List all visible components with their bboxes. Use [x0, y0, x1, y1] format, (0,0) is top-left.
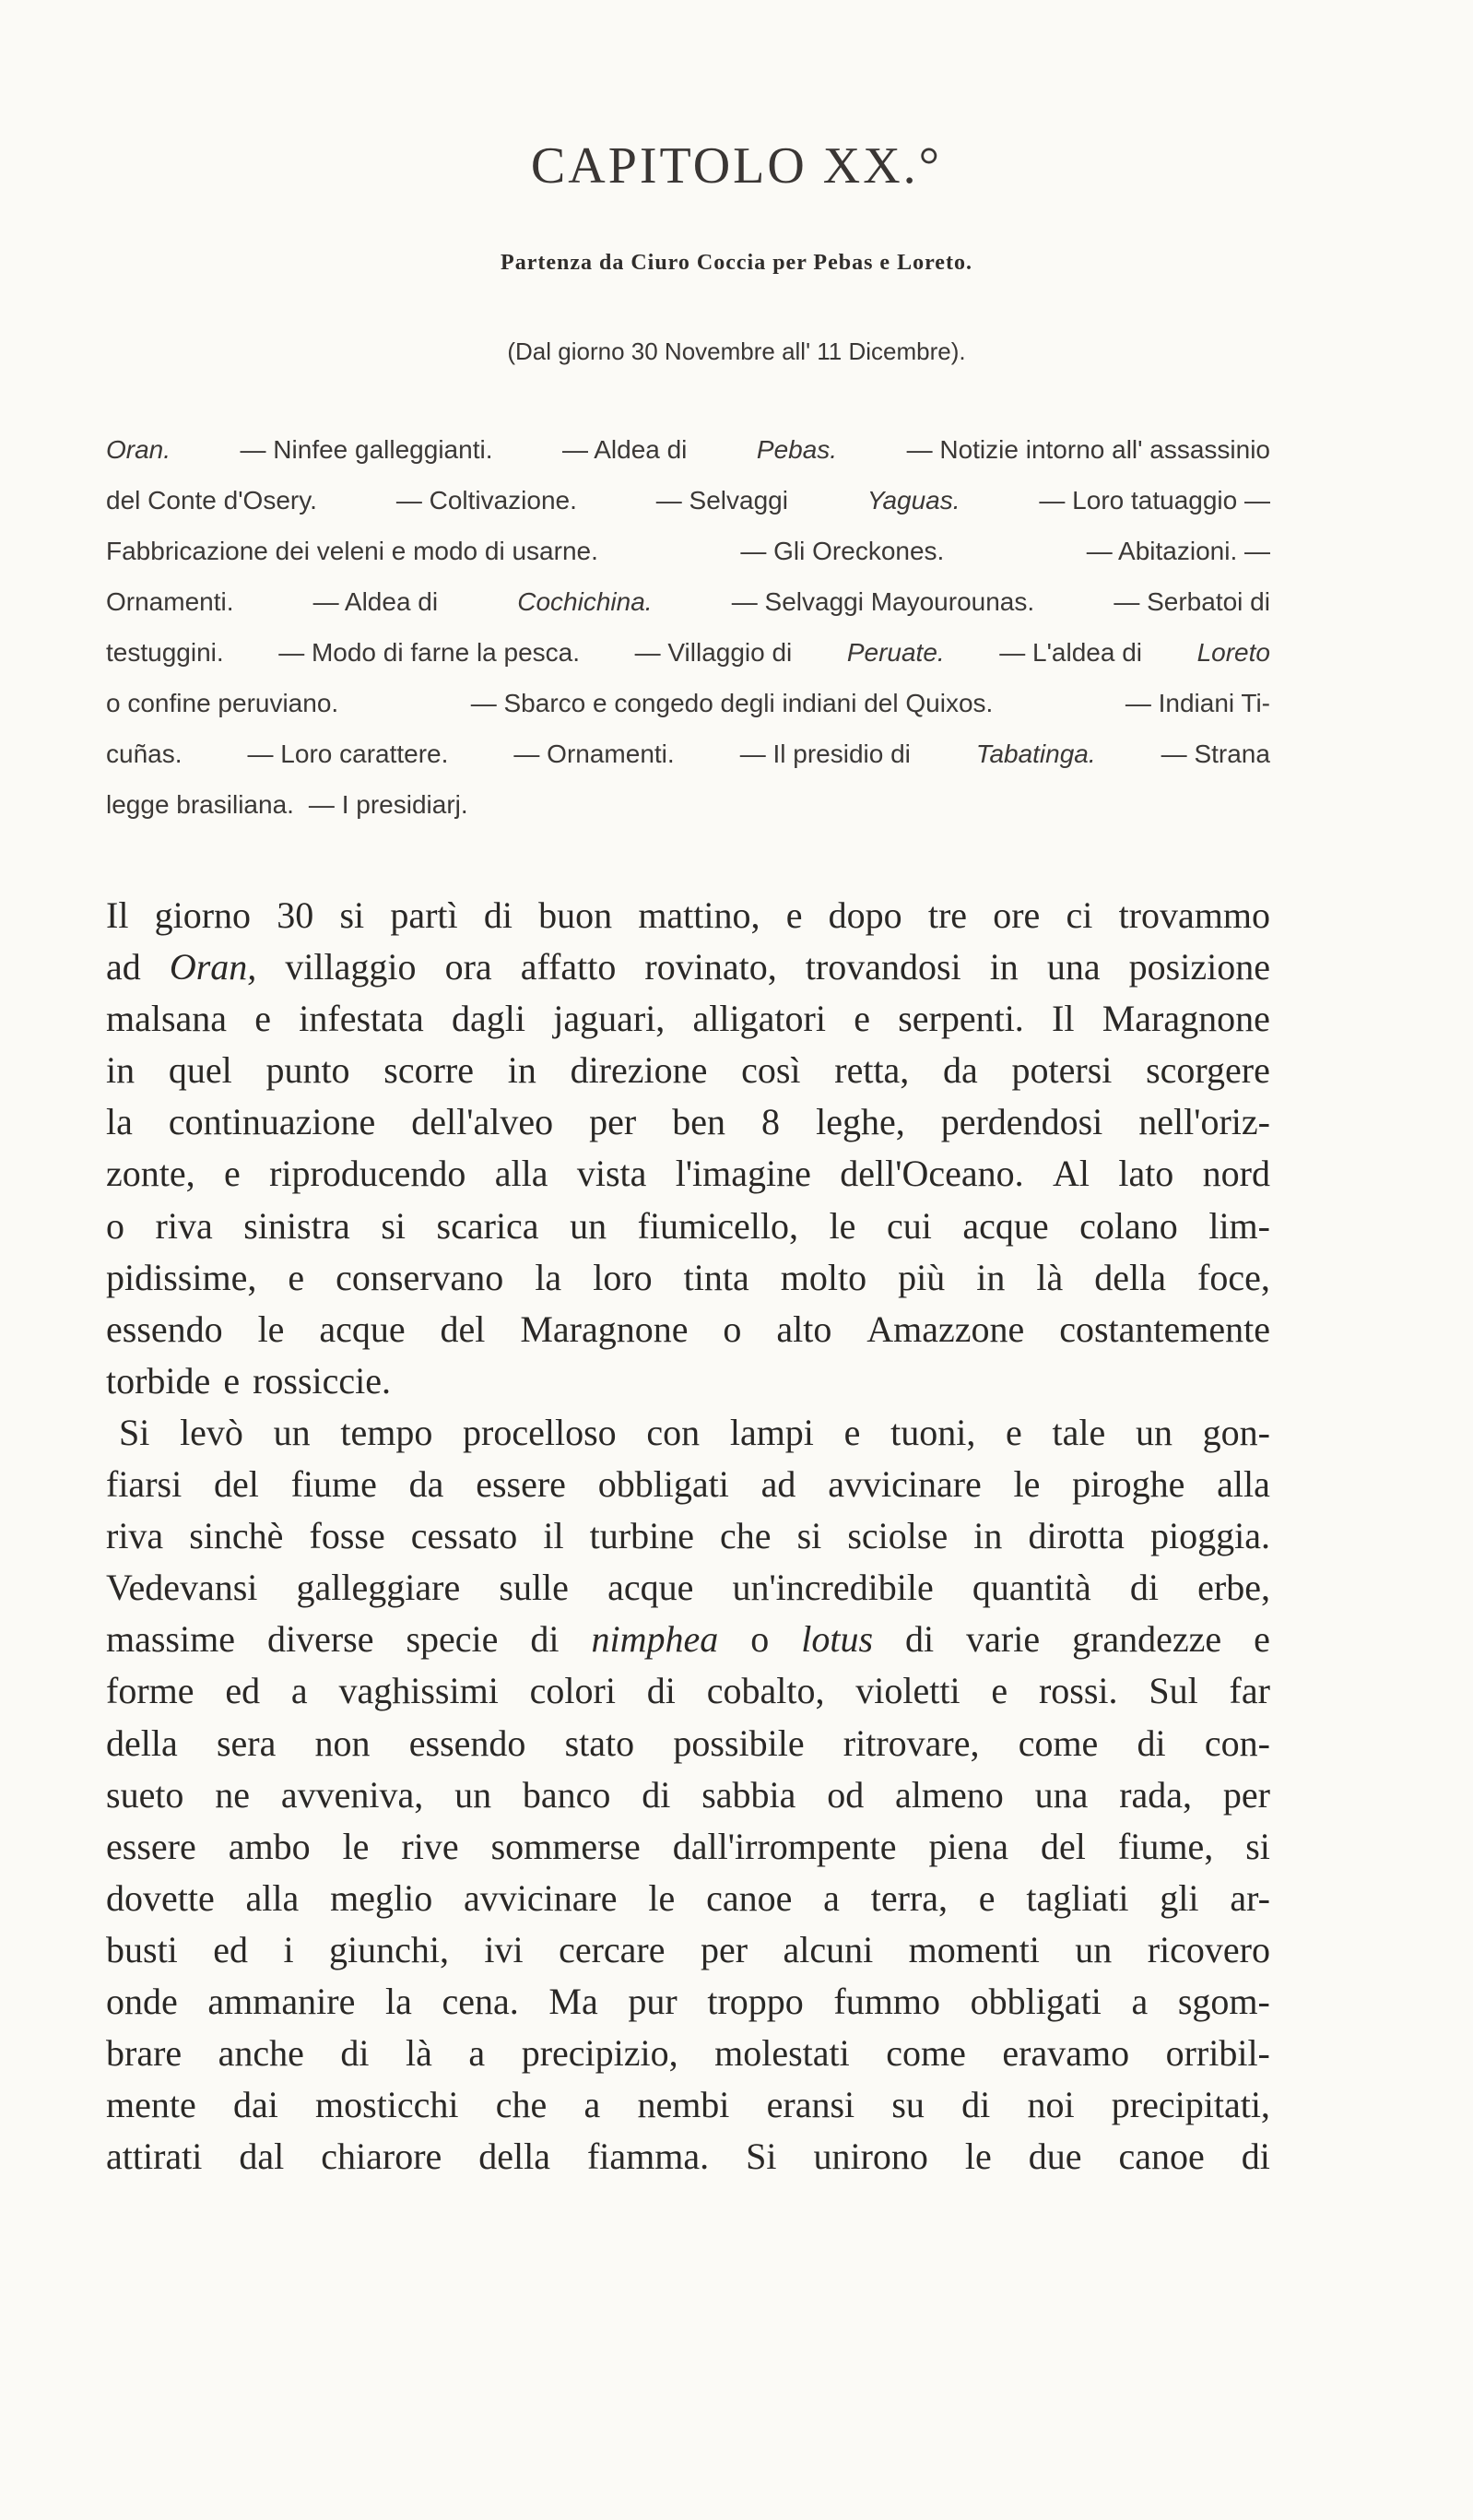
body-line: torbide e rossiccie.: [106, 1359, 392, 1402]
summary-fragment: — Sbarco e congedo degli indiani del Quixos.: [470, 689, 994, 717]
summary-fragment: — Notizie intorno all' assassinio: [906, 435, 1270, 464]
summary-fragment: — Il presidio di: [739, 739, 911, 768]
body-line: della sera non essendo stato possibile ritrovare, come di con-: [106, 1721, 1270, 1764]
summary-fragment: — I presidiarj.: [308, 790, 468, 819]
summary-fragment: legge brasiliana.: [106, 790, 294, 819]
body-line: attirati dal chiarore della fiamma. Si unirono le due canoe di: [106, 2135, 1270, 2178]
body-line: malsana e infestata dagli jaguari, alligatori e serpenti. Il Maragnone: [106, 998, 1270, 1040]
summary-fragment: — Loro carattere.: [247, 739, 449, 768]
body-line: onde ammanire la cena. Ma pur troppo fummo obbligati a sgom-: [106, 1980, 1270, 2022]
body-line: ad Oran, villaggio ora affatto rovinato, trovandosi in una posizione: [106, 946, 1270, 988]
summary-fragment: — L'aldea di: [999, 638, 1143, 667]
summary-fragment: — Loro tatuaggio —: [1039, 486, 1270, 515]
summary-fragment: — Abitazioni. —: [1086, 537, 1270, 565]
body-line: essere ambo le rive sommerse dall'irrompente piena del fiume, si: [106, 1825, 1270, 1867]
summary-fragment: — Aldea di: [312, 587, 439, 616]
body-line: forme ed a vaghissimi colori di cobalto, violetti e rossi. Sul far: [106, 1670, 1270, 1712]
summary-fragment: Fabbricazione dei veleni e modo di usarne.: [106, 537, 598, 565]
summary-line: [106, 728, 1270, 779]
body-line: zonte, e riproducendo alla vista l'imagine dell'Oceano. Al lato nord: [106, 1153, 1270, 1195]
body-text: [106, 890, 1270, 2183]
summary-fragment: Peruate.: [846, 638, 945, 667]
summary-line: [106, 576, 1270, 627]
summary-fragment: o confine peruviano.: [106, 689, 339, 717]
summary-fragment: — Indiani Ti-: [1125, 689, 1270, 717]
summary-line: [106, 424, 1270, 475]
summary-line: [106, 475, 1270, 526]
body-line: mente dai mosticchi che a nembi eransi su di noi precipitati,: [106, 2084, 1270, 2126]
body-line: sueto ne avveniva, un banco di sabbia od almeno una rada, per: [106, 1773, 1270, 1816]
date-range: (Dal giorno 30 Novembre all' 11 Dicembre).: [507, 337, 966, 365]
summary-fragment: Loreto: [1196, 638, 1270, 667]
summary-fragment: — Strana: [1161, 739, 1270, 768]
summary-line: [106, 779, 1270, 830]
chapter-title: CAPITOLO XX.°: [530, 137, 943, 195]
body-line: essendo le acque del Maragnone o alto Amazzone costantemente: [106, 1307, 1270, 1350]
body-line: dovette alla meglio avvicinare le canoe a terra, e tagliati gli ar-: [106, 1876, 1270, 1919]
summary-fragment: — Coltivazione.: [395, 486, 577, 515]
summary-line: [106, 526, 1270, 576]
summary-fragment: Ornamenti.: [106, 587, 234, 616]
summary-fragment: Tabatinga.: [975, 739, 1096, 768]
summary-fragment: — Villaggio di: [634, 638, 793, 667]
summary-fragment: testuggini.: [106, 638, 224, 667]
body-line: fiarsi del fiume da essere obbligati ad avvicinare le piroghe alla: [106, 1463, 1270, 1506]
body-line: busti ed i giunchi, ivi cercare per alcuni momenti un ricovero: [106, 1928, 1270, 1970]
body-line: la continuazione dell'alveo per ben 8 leghe, perdendosi nell'oriz-: [106, 1101, 1270, 1143]
body-line: o riva sinistra si scarica un fiumicello, le cui acque colano lim-: [106, 1204, 1270, 1247]
summary-fragment: — Modo di farne la pesca.: [278, 638, 581, 667]
body-line: in quel punto scorre in direzione così retta, da potersi scorgere: [106, 1049, 1270, 1092]
body-line: Vedevansi galleggiare sulle acque un'incredibile quantità di erbe,: [106, 1567, 1270, 1609]
summary-fragment: del Conte d'Osery.: [106, 486, 317, 515]
summary-fragment: — Selvaggi Mayourounas.: [731, 587, 1035, 616]
body-line: riva sinchè fosse cessato il turbine che si sciolse in dirotta pioggia.: [106, 1515, 1270, 1557]
summary-fragment: cuñas.: [106, 739, 183, 768]
summary-fragment: Cochichina.: [517, 587, 653, 616]
summary-fragment: — Gli Oreckones.: [740, 537, 945, 565]
summary-line: [106, 678, 1270, 728]
body-line: Il giorno 30 si partì di buon mattino, e dopo tre ore ci trovammo: [106, 894, 1270, 936]
body-line: massime diverse specie di nimphea o lotus di varie grandezze e: [106, 1618, 1270, 1661]
chapter-summary: [106, 424, 1270, 830]
summary-fragment: — Ninfee galleggianti.: [240, 435, 493, 464]
summary-fragment: — Selvaggi: [655, 486, 788, 515]
chapter-subtitle: Partenza da Ciuro Coccia per Pebas e Loreto.: [501, 251, 972, 275]
summary-fragment: Oran.: [106, 435, 171, 464]
summary-fragment: — Ornamenti.: [513, 739, 675, 768]
body-line: brare anche di là a precipizio, molestati come eravamo orribil-: [106, 2032, 1270, 2075]
body-line: pidissime, e conservano la loro tinta molto più in là della foce,: [106, 1256, 1270, 1298]
summary-fragment: — Aldea di: [561, 435, 688, 464]
summary-fragment: Yaguas.: [866, 486, 960, 515]
summary-line: [106, 627, 1270, 678]
summary-fragment: Pebas.: [756, 435, 838, 464]
body-line: Si levò un tempo procelloso con lampi e tuoni, e tale un gon-: [119, 1411, 1270, 1453]
summary-fragment: — Serbatoi di: [1114, 587, 1270, 616]
